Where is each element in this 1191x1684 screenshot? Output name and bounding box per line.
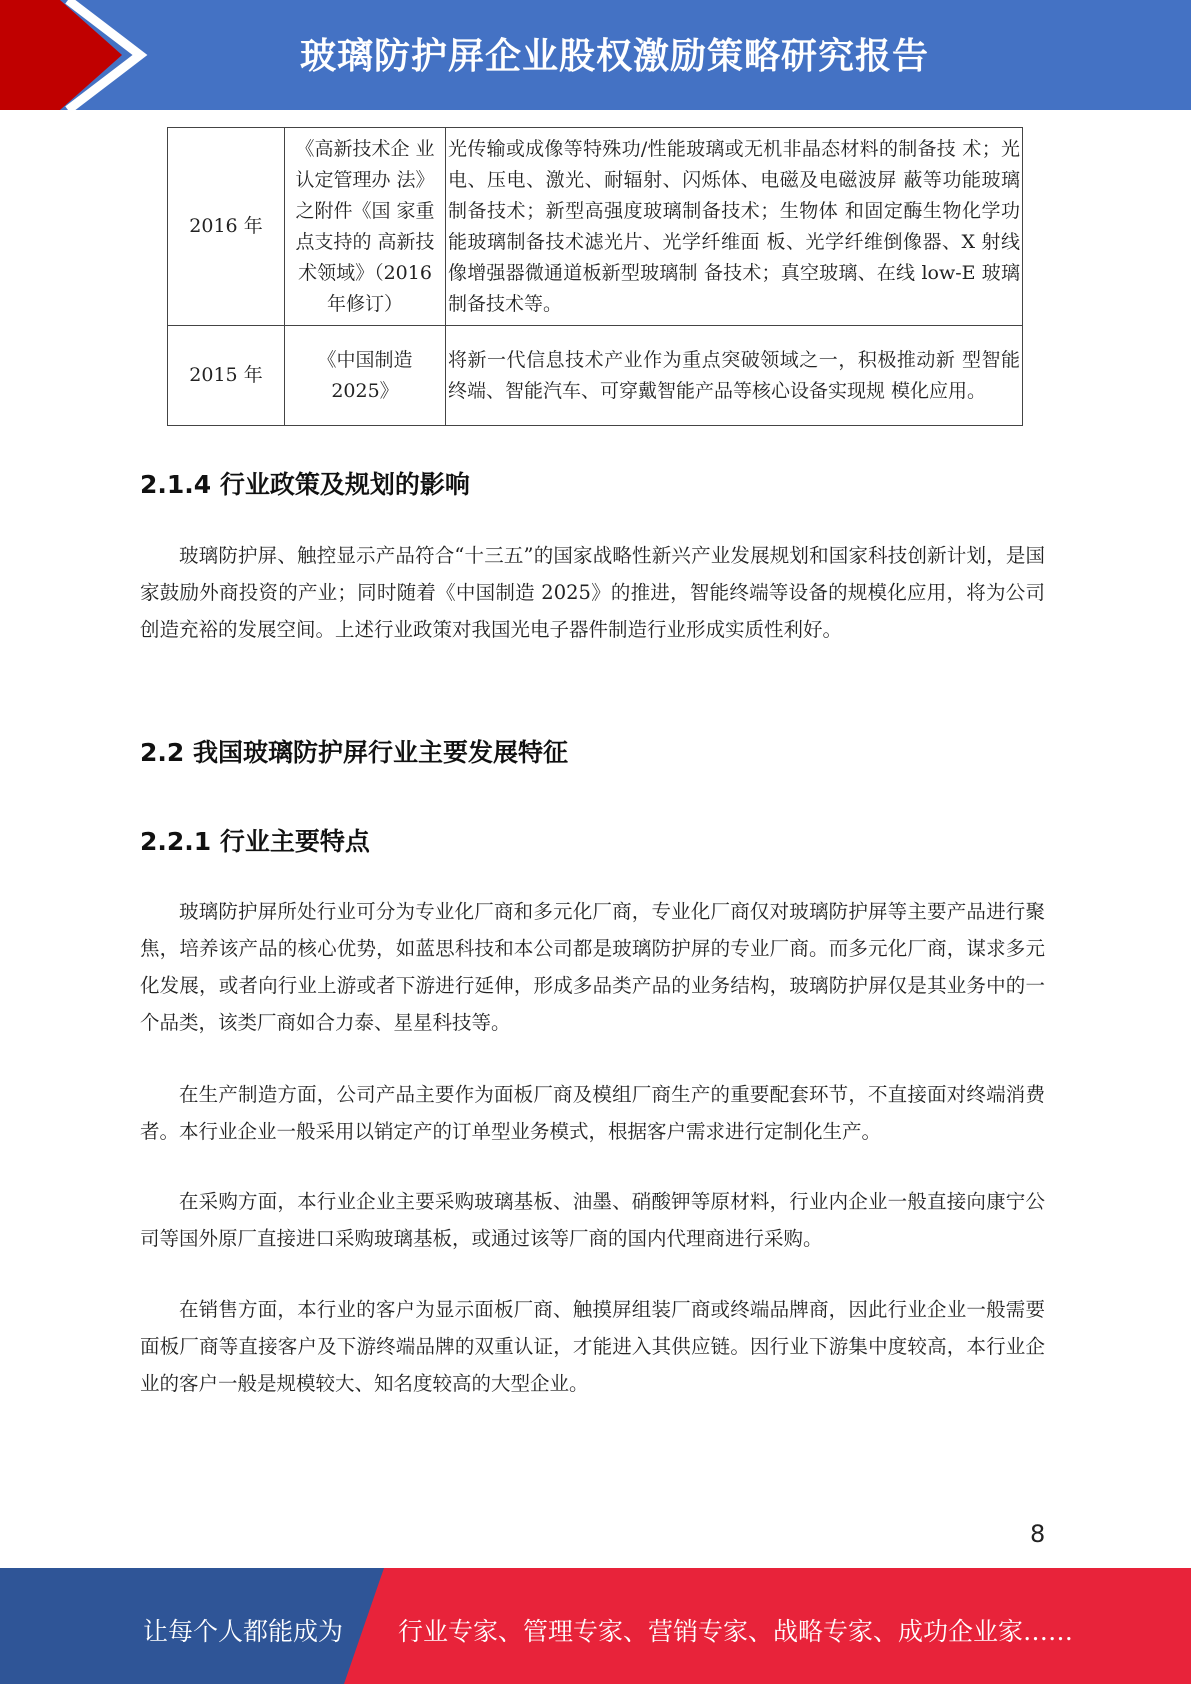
content-cell: 光传输或成像等特殊功/性能玻璃或无机非晶态材料的制备技 术；光电、压电、激光、耐辐射、闪烁体、电磁及电磁波屏 蔽等功能玻璃制备技术；新型高强度玻璃制备技术；生物体 和固定酶生物化学功能玻璃制备技术滤光片、光学纤维面 板、光学纤维倒像器、X 射线像增强器微通道板新型玻璃制 备技术；真空玻璃、在线 low-E 玻璃制备技术等。 (446, 128, 1023, 326)
page-number: 8 (1030, 1520, 1046, 1548)
year-cell: 2016 年 (168, 128, 285, 326)
year-cell: 2015 年 (168, 326, 285, 426)
paragraph-sales: 在销售方面，本行业的客户为显示面板厂商、触摸屏组装厂商或终端品牌商，因此行业企业一般需要面板厂商等直接客户及下游终端品牌的双重认证，才能进入其供应链。因行业下游集中度较高，本行业企业的客户一般是规模较大、知名度较高的大型企业。 (140, 1298, 1045, 1395)
table-row (168, 128, 1023, 326)
paragraph-procurement: 在采购方面，本行业企业主要采购玻璃基板、油墨、硝酸钾等原材料，行业内企业一般直接向康宁公司等国外原厂直接进口采购玻璃基板，或通过该等厂商的国内代理商进行采购。 (140, 1190, 1045, 1250)
page-header (0, 0, 1191, 110)
paragraph-industry-features: 玻璃防护屏所处行业可分为专业化厂商和多元化厂商，专业化厂商仅对玻璃防护屏等主要产品进行聚焦，培养该产品的核心优势，如蓝思科技和本公司都是玻璃防护屏的专业厂商。而多元化厂商，谋求多元化发展，或者向行业上游或者下游进行延伸，形成多品类产品的业务结构，玻璃防护屏仅是其业务中的一个品类，该类厂商如合力泰、星星科技等。 (140, 900, 1045, 1034)
page-footer (0, 1568, 1191, 1684)
section-heading-2-2: 2.2 我国玻璃防护屏行业主要发展特征 (140, 738, 568, 767)
section-heading-2-2-1: 2.2.1 行业主要特点 (140, 827, 370, 856)
footer-slogan-right: 行业专家、管理专家、营销专家、战略专家、成功企业家…… (398, 1617, 1074, 1646)
footer-slogan-left: 让每个人都能成为 (143, 1617, 344, 1646)
paragraph-policy-impact: 玻璃防护屏、触控显示产品符合“十三五”的国家战略性新兴产业发展规划和国家科技创新计划，是国家鼓励外商投资的产业；同时随着《中国制造 2025》的推进，智能终端等设备的规模化应用，将为公司创造充裕的发展空间。上述行业政策对我国光电子器件制造行业形成实质性利好。 (140, 544, 1045, 641)
report-title: 玻璃防护屏企业股权激励策略研究报告 (300, 36, 930, 77)
content-cell: 将新一代信息技术产业作为重点突破领域之一，积极推动新 型智能终端、智能汽车、可穿戴智能产品等核心设备实现规 模化应用。 (446, 326, 1023, 426)
table-row (168, 326, 1023, 426)
section-heading-2-1-4: 2.1.4 行业政策及规划的影响 (140, 470, 470, 499)
document-cell: 《中国制造 2025》 (285, 326, 446, 426)
paragraph-production: 在生产制造方面，公司产品主要作为面板厂商及模组厂商生产的重要配套环节，不直接面对终端消费者。本行业企业一般采用以销定产的订单型业务模式，根据客户需求进行定制化生产。 (140, 1083, 1045, 1143)
document-cell: 《高新技术企 业认定管理办 法》之附件《国 家重点支持的 高新技术领域》（2016 年修订） (285, 128, 446, 326)
policy-table (167, 127, 1023, 426)
